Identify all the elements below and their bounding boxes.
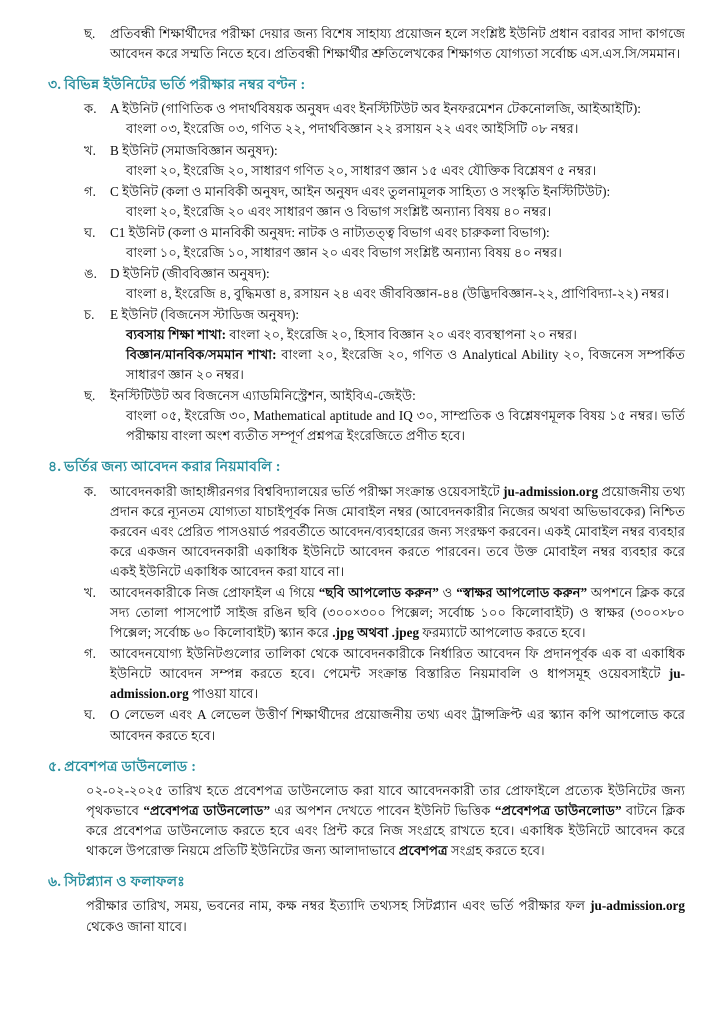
apply-rule-item-b	[84, 583, 685, 643]
unit-item-a	[84, 99, 685, 139]
section-5-number: ৫.	[48, 758, 62, 775]
unit-detail: বাংলা ১০, ইংরেজি ১০, সাধারণ জ্ঞান ২০ এবং বিভাগ সংশ্লিষ্ট অন্যান্য বিষয় ৪০ নম্বর।	[126, 244, 562, 260]
admission-website-link[interactable]: ju-admission.org	[590, 898, 685, 914]
admission-website-link[interactable]: ju-admission.org	[503, 483, 599, 499]
admit-card-label: প্রবেশপত্র	[398, 843, 448, 859]
apply-rule-marker: ঘ.	[84, 707, 96, 723]
section-5-heading	[48, 757, 685, 778]
rule-b-part3: অপশনে ক্লিক করে সদ্য তোলা পাসপোর্ট সাইজ রঙিন ছবি (৩০০×৩০০ পিক্সেল; সর্বোচ্চ ১০০ কিলোবাইট) ও স্বাক্ষর (৩০০×৮০ পিক্সেল; সর্বোচ্চ ৬০ কিলোবাইট) স্ক্যান করে	[110, 585, 685, 641]
unit-title: C1 ইউনিট (কলা ও মানবিকী অনুষদ: নাটক ও নাট্যতত্ত্ব বিভাগ এবং চারুকলা বিভাগ):	[110, 224, 550, 240]
rule-b-part2: ও	[438, 585, 457, 601]
section-4-number: ৪.	[48, 459, 62, 476]
e-unit-science-text: বাংলা ২০, ইংরেজি ২০, গণিত ও Analytical Ability ২০, বিজনেস সম্পর্কিত সাধারণ জ্ঞান ২০ নম্বর।	[126, 347, 686, 383]
unit-marker: ঙ.	[84, 265, 97, 281]
section-6-number: ৬.	[48, 874, 62, 891]
admission-website-link[interactable]: ju-admission.org	[110, 666, 685, 702]
rule-b-part1: আবেদনকারীকে নিজ প্রোফাইল এ গিয়ে	[110, 585, 319, 601]
unit-item-d	[84, 264, 685, 304]
intro-list-item	[84, 24, 685, 64]
apply-rule-text	[110, 644, 685, 704]
unit-title: A ইউনিট (গাণিতিক ও পদার্থবিষয়ক অনুষদ এবং ইনস্টিটিউট অব ইনফরমেশন টেকনোলজি, আইআইটি):	[110, 101, 641, 117]
unit-title: E ইউনিট (বিজনেস স্টাডিজ অনুষদ):	[110, 307, 300, 323]
unit-title: ইনস্টিটিউট অব বিজনেস এ্যাডমিনিস্ট্রেশন, আইবিএ-জেইউ:	[110, 388, 416, 404]
unit-item-iba	[84, 386, 685, 446]
iba-unit-detail: বাংলা ০৫, ইংরেজি ৩০, Mathematical aptitude and IQ ৩০, সাম্প্রতিক ও বিশ্লেষণমূলক বিষয় ১৫ নম্বর। ভর্তি পরীক্ষায় বাংলা অংশ ব্যতীত সম্পূর্ণ প্রশ্নপত্র ইংরেজিতে প্রণীত হবে।	[126, 408, 685, 444]
section-5-part1: ০২-০২-২০২৫ তারিখ হতে প্রবেশপত্র ডাউনলোড করা যাবে আবেদনকারী তার প্রোফাইলে প্রত্যেক ইউনিটের জন্য পৃথকভাবে	[86, 782, 685, 818]
section-5-part2: এর অপশন দেখতে পাবেন ইউনিট ভিত্তিক	[270, 802, 495, 818]
section-6-title: সিটপ্ল্যান ও ফলাফলঃ	[64, 874, 186, 891]
section-5-part4: সংগ্রহ করতে হবে।	[447, 843, 545, 859]
unit-marker: চ.	[84, 307, 95, 323]
section-4-heading	[48, 457, 685, 478]
admit-card-download-button-label[interactable]: “প্রবেশপত্র ডাউনলোড”	[494, 802, 622, 818]
e-unit-science-branch	[126, 345, 685, 385]
section-6-part2: থেকেও জানা যাবে।	[86, 918, 187, 934]
unit-detail: বাংলা ০৩, ইংরেজি ০৩, গণিত ২২, পদার্থবিজ্ঞান ২২ রসায়ন ২২ এবং আইসিটি ০৮ নম্বর।	[126, 121, 579, 137]
admit-card-download-option-label[interactable]: “প্রবেশপত্র ডাউনলোড”	[143, 802, 271, 818]
rule-c-part1: আবেদনযোগ্য ইউনিটগুলোর তালিকা থেকে আবেদনকারীকে নির্ধারিত আবেদন ফি প্রদানপূর্বক এক বা একাধিক ইউনিটে আবেদন সম্পন্ন করতে হবে। পেমেন্ট সংক্রান্ত বিস্তারিত নিয়মাবলি ও ধাপসমূহ ওয়েবসাইটে	[110, 646, 685, 682]
photo-upload-option-label[interactable]: “ছবি আপলোড করুন”	[318, 585, 439, 601]
e-unit-science-label: বিজ্ঞান/মানবিক/সমমান শাখা:	[126, 347, 277, 363]
signature-upload-option-label[interactable]: “স্বাক্ষর আপলোড করুন”	[456, 585, 588, 601]
intro-item-text: প্রতিবন্ধী শিক্ষার্থীদের পরীক্ষা দেয়ার জন্য বিশেষ সাহায্য প্রয়োজন হলে সংশ্লিষ্ট ইউনিট প্রধান বরাবর সাদা কাগজে আবেদন করে সম্মতি নিতে হবে। প্রতিবন্ধী শিক্ষার্থীর শ্রুতিলেখকের শিক্ষাগত যোগ্যতা সর্বোচ্চ এস.এস.সি/সমমান।	[110, 26, 685, 62]
apply-rule-item-a	[84, 482, 685, 582]
e-unit-business-branch	[126, 325, 685, 345]
file-format-label: .jpg অথবা .jpeg	[332, 625, 420, 641]
apply-rule-marker: গ.	[84, 646, 96, 662]
admit-card-download-text	[86, 781, 685, 861]
unit-item-e	[84, 305, 685, 385]
seatplan-result-text	[86, 896, 685, 936]
rule-c-part2: পাওয়া যাবে।	[188, 686, 259, 702]
apply-rule-text	[110, 482, 685, 582]
rule-a-text-before: আবেদনকারী জাহাঙ্গীরনগর বিশ্ববিদ্যালয়ের ভর্তি পরীক্ষা সংক্রান্ত ওয়েবসাইটে	[110, 483, 504, 499]
apply-rule-item-c	[84, 644, 685, 704]
unit-marker: গ.	[84, 183, 96, 199]
e-unit-business-label: ব্যবসায় শিক্ষা শাখা:	[126, 327, 226, 343]
unit-marker: ক.	[84, 101, 97, 117]
apply-rule-marker: খ.	[84, 585, 96, 601]
intro-item-marker: ছ.	[84, 26, 96, 41]
section-5-title: প্রবেশপত্র ডাউনলোড :	[64, 758, 197, 775]
section-3-heading	[48, 75, 685, 96]
unit-title: D ইউনিট (জীববিজ্ঞান অনুষদ):	[110, 265, 270, 281]
section-3-title: বিভিন্ন ইউনিটের ভর্তি পরীক্ষার নম্বর বণ্টন :	[64, 77, 306, 94]
section-6-heading	[48, 872, 685, 893]
unit-marker: খ.	[84, 142, 96, 158]
e-unit-business-text: বাংলা ২০, ইংরেজি ২০, হিসাব বিজ্ঞান ২০ এবং ব্যবস্থাপনা ২০ নম্বর।	[226, 327, 577, 343]
unit-title: B ইউনিট (সমাজবিজ্ঞান অনুষদ):	[110, 142, 278, 158]
unit-detail: বাংলা ৪, ইংরেজি ৪, বুদ্ধিমত্তা ৪, রসায়ন ২৪ এবং জীববিজ্ঞান-৪৪ (উদ্ভিদবিজ্ঞান-২২, প্রাণিবিদ্যা-২২) নম্বর।	[126, 285, 670, 301]
apply-rule-item-d	[84, 705, 685, 745]
section-4-title: ভর্তির জন্য আবেদন করার নিয়মাবলি :	[64, 459, 281, 476]
rule-b-part4: ফরম্যাটে আপলোড করতে হবে।	[419, 625, 586, 641]
unit-detail: বাংলা ২০, ইংরেজি ২০, সাধারণ গণিত ২০, সাধারণ জ্ঞান ১৫ এবং যৌক্তিক বিশ্লেষণ ৫ নম্বর।	[126, 162, 597, 178]
apply-rule-marker: ক.	[84, 483, 97, 499]
unit-item-b	[84, 141, 685, 181]
apply-rule-text: O লেভেল এবং A লেভেল উত্তীর্ণ শিক্ষার্থীদের প্রয়োজনীয় তথ্য এবং ট্রান্সক্রিপ্ট এর স্ক্যান কপি আপলোড করে আবেদন করতে হবে।	[110, 707, 685, 743]
rule-a-text-after: প্রয়োজনীয় তথ্য প্রদান করে ন্যূনতম যোগ্যতা যাচাইপূর্বক নিজ মোবাইল নম্বর (আবেদনকারীর নিজের অথবা অভিভাবকের) নিশ্চিত করবেন এবং প্রেরিত পাসওয়ার্ড পরবর্তীতে আবেদন/ব্যবহারের জন্য সংরক্ষণ করবেন। একই মোবাইল নম্বর ব্যবহার করে একজন আবেদনকারী একাধিক ইউনিটে আবেদন করতে পারবেন। তবে উক্ত মোবাইল নম্বর ব্যবহার করে একই ইউনিটে একাধিক আবেদন করা যাবে না।	[110, 483, 685, 580]
unit-item-c	[84, 182, 685, 222]
unit-item-c1	[84, 223, 685, 263]
unit-marker: ঘ.	[84, 224, 96, 240]
section-6-part1: পরীক্ষার তারিখ, সময়, ভবনের নাম, কক্ষ নম্বর ইত্যাদি তথ্যসহ সিটপ্ল্যান এবং ভর্তি পরীক্ষার ফল	[86, 898, 591, 914]
unit-title: C ইউনিট (কলা ও মানবিকী অনুষদ, আইন অনুষদ এবং তুলনামূলক সাহিত্য ও সংস্কৃতি ইনস্টিটিউট):	[110, 183, 611, 199]
unit-detail: বাংলা ২০, ইংরেজি ২০ এবং সাধারণ জ্ঞান ও বিভাগ সংশ্লিষ্ট অন্যান্য বিষয় ৪০ নম্বর।	[126, 203, 552, 219]
section-5-part3: বাটনে ক্লিক করে প্রবেশপত্র ডাউনলোড করতে হবে এবং প্রিন্ট করে নিজ সংগ্রহে রাখতে হবে। একাধিক ইউনিটে আবেদন করে থাকলে উপরোক্ত নিয়মে প্রতিটি ইউনিটের জন্য আলাদাভাবে	[86, 802, 685, 859]
unit-marker: ছ.	[84, 388, 96, 404]
section-3-number: ৩.	[48, 77, 62, 94]
apply-rule-text	[110, 583, 685, 643]
